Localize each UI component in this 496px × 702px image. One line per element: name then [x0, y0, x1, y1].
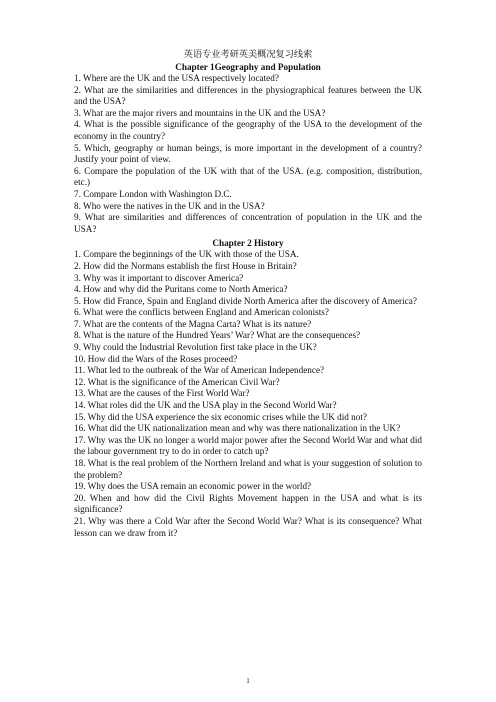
chapter-2-question-list — [74, 249, 422, 539]
question-item: 4. How and why did the Puritans come to North America? — [74, 284, 288, 295]
question-item: 14. What roles did the UK and the USA play in the Second World War? — [74, 400, 337, 411]
question-item: 6. Compare the population of the UK with that of the USA. (e.g. composition, distribution, etc.) — [74, 165, 422, 188]
question-item: 13. What are the causes of the First World War? — [74, 388, 250, 399]
question-item: 7. What are the contents of the Magna Carta? What is its nature? — [74, 318, 312, 329]
question-item: 5. How did France, Spain and England divide North America after the discovery of America? — [74, 295, 417, 306]
question-item: 9. What are similarities and differences of concentration of population in the UK and the USA? — [74, 212, 422, 234]
question-item: 3. Why was it important to discover America? — [74, 272, 244, 283]
question-item: 1. Where are the UK and the USA respectively located? — [74, 73, 279, 83]
question-item: 17. Why was the UK no longer a world major power after the Second World War and what did the labour government try to do in order to catch up? — [74, 434, 422, 457]
question-item: 1. Compare the beginnings of the UK with those of the USA. — [74, 249, 299, 260]
document-title: 英语专业考研英美概况复习线索 — [183, 49, 313, 59]
question-item: 18. What is the real problem of the Northern Ireland and what is your suggestion of solution to the problem? — [74, 458, 422, 480]
question-item: 8. Who were the natives in the UK and in the USA? — [74, 200, 265, 211]
question-item: 2. How did the Normans establish the first House in Britain? — [74, 260, 297, 271]
page-content — [74, 48, 422, 539]
question-item: 9. Why could the Industrial Revolution first take place in the UK? — [74, 342, 317, 353]
chapter-2-title: Chapter 2 History — [212, 238, 284, 249]
page-number: 1 — [246, 677, 250, 685]
chapter-1-question-list — [74, 73, 422, 235]
question-item: 20. When and how did the Civil Rights Movement happen in the USA and what is its significance? — [74, 492, 422, 515]
question-item: 16. What did the UK nationalization mean and why was there nationalization in the UK? — [74, 423, 401, 434]
question-item: 8. What is the nature of the Hundred Years’ War? What are the consequences? — [74, 330, 361, 341]
question-item: 10. How did the Wars of the Roses proceed? — [74, 353, 238, 364]
question-item: 12. What is the significance of the American Civil War? — [74, 376, 280, 387]
question-item: 2. What are the similarities and differences in the physiographical features between the UK and the USA? — [74, 84, 422, 107]
question-item: 21. Why was there a Cold War after the Second World War? What is its consequence? What lesson can we draw from it? — [74, 515, 422, 538]
question-item: 4. What is the possible significance of the geography of the USA to the development of the economy in the country? — [74, 119, 422, 141]
question-item: 19. Why does the USA remain an economic power in the world? — [74, 481, 312, 492]
question-item: 11. What led to the outbreak of the War of American Independence? — [74, 365, 325, 376]
question-item: 7. Compare London with Washington D.C. — [74, 188, 232, 199]
question-item: 5. Which, geography or human beings, is more important in the development of a country? Justify your point of view. — [74, 142, 422, 165]
question-item: 3. What are the major rivers and mountains in the UK and the USA? — [74, 107, 326, 118]
chapter-1-title: Chapter 1Geography and Population — [175, 62, 321, 72]
question-item: 15. Why did the USA experience the six economic crises while the UK did not? — [74, 411, 367, 422]
question-item: 6. What were the conflicts between England and American colonists? — [74, 307, 329, 318]
